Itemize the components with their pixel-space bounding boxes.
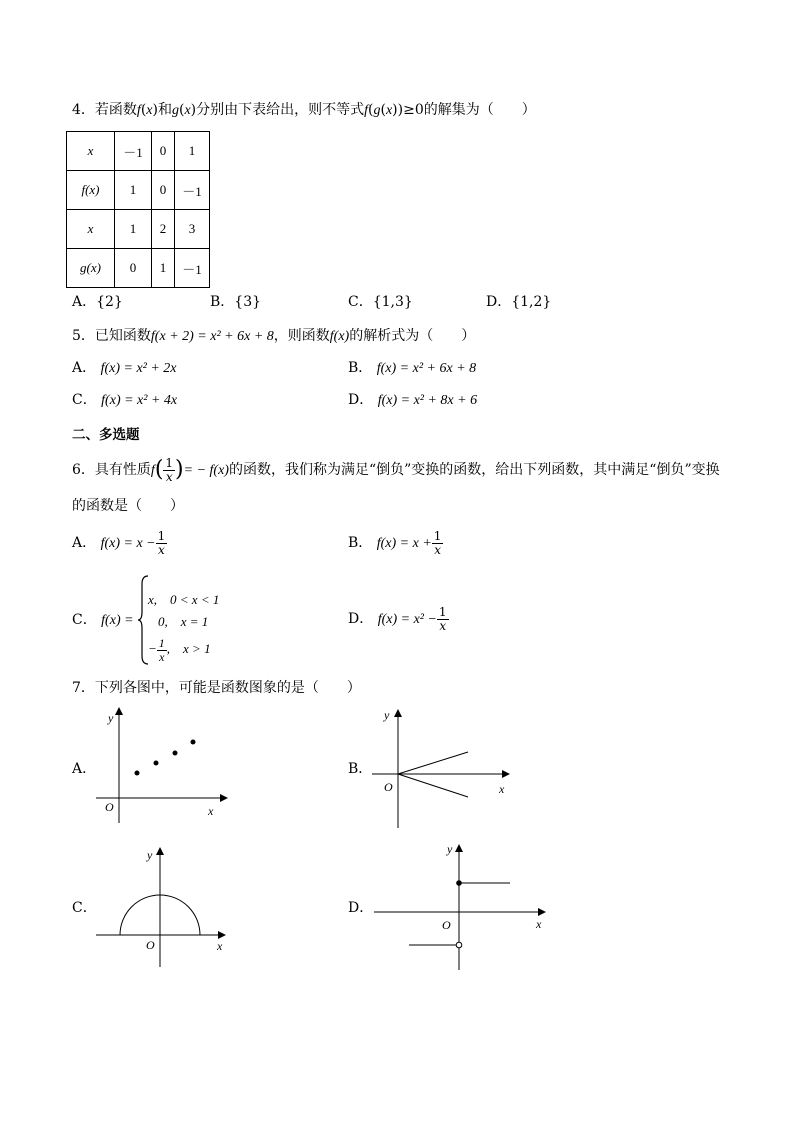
q4-value-table [66, 131, 210, 288]
x-axis-label: x [536, 917, 542, 931]
q4-option-b: B．{3} [210, 294, 262, 310]
q7-option-a-label: A． [72, 761, 97, 777]
q5-option-c: C． f(x) = x² + 4x [72, 392, 178, 408]
q6-option-c-case1: x, 0 < x < 1 [148, 592, 220, 607]
q7-stem: 7．下列各图中，可能是函数图象的是（ ） [72, 680, 361, 696]
q6-option-d: D． f(x) = x² − $\frac{1}{x}$ [348, 604, 447, 633]
q4-option-d: D．{1,2} [486, 294, 552, 310]
x-axis-label: x [217, 939, 223, 953]
origin-label: O [384, 780, 393, 794]
origin-label: O [105, 800, 114, 814]
q7-graph-d [366, 838, 556, 973]
origin-label: O [442, 918, 451, 932]
q7-option-b-label: B． [348, 761, 373, 777]
table-cell: 0 [115, 249, 152, 288]
y-axis-label: y [384, 708, 390, 722]
q6-option-b: B． f(x) = x + $\frac{1}{x}$ [348, 528, 442, 557]
y-axis-label: y [147, 848, 153, 862]
q4-stem: 4．若函数f(x)和g(x)分别由下表给出，则不等式f(g(x))≥0的解集为（ ） [72, 102, 536, 118]
q5-option-b: B． f(x) = x² + 6x + 8 [348, 360, 477, 376]
table-cell: 0 [152, 132, 175, 171]
q6-stem-line1: 6．具有性质f( $\frac{1}{x}$ )= − f(x)的函数，我们称为满足“倒负”变换的函数，给出下列函数，其中满足“倒负”变换 [72, 455, 720, 484]
table-row [67, 171, 210, 210]
origin-label: O [146, 938, 155, 952]
table-cell: －1 [175, 249, 210, 288]
table-cell: 1 [115, 210, 152, 249]
q7-graph-c [90, 843, 240, 968]
table-cell: －1 [175, 171, 210, 210]
table-cell: 3 [175, 210, 210, 249]
q5-stem: 5．已知函数f(x + 2) = x² + 6x + 8，则函数f(x)的解析式为（ ） [72, 328, 476, 344]
q6-option-c-label: C． f(x) = [72, 612, 134, 628]
q6-stem-line2: 的函数是（ ） [72, 498, 184, 514]
table-cell: f(x) [67, 171, 115, 210]
table-cell: 1 [115, 171, 152, 210]
table-cell: 0 [152, 171, 175, 210]
table-cell: －1 [115, 132, 152, 171]
q4-option-a: A．{2} [72, 294, 123, 310]
q5-option-d: D． f(x) = x² + 8x + 6 [348, 392, 478, 408]
q7-option-d-label: D． [348, 900, 374, 916]
y-axis-label: y [108, 711, 114, 725]
x-axis-label: x [499, 782, 505, 796]
table-row [67, 249, 210, 288]
table-row [67, 210, 210, 249]
section-heading: 二、多选题 [72, 427, 140, 443]
q7-option-c-label: C． [72, 900, 97, 916]
table-cell: x [67, 132, 115, 171]
q5-option-a: A． f(x) = x² + 2x [72, 360, 177, 376]
x-axis-label: x [208, 804, 214, 818]
table-cell: 2 [152, 210, 175, 249]
table-cell: 1 [152, 249, 175, 288]
table-cell: 1 [175, 132, 210, 171]
q4-option-c: C．{1,3} [348, 294, 413, 310]
y-axis-label: y [447, 842, 453, 856]
q6-option-c-case3: − $\frac{1}{x}$ , x > 1 [148, 635, 211, 664]
q6-property-fraction: $\frac{1}{x}$ [165, 455, 174, 484]
table-row [67, 132, 210, 171]
q7-graph-a [90, 705, 230, 830]
q6-option-a: A． f(x) = x − $\frac{1}{x}$ [72, 528, 166, 557]
q7-graph-b [366, 705, 516, 830]
table-cell: g(x) [67, 249, 115, 288]
table-cell: x [67, 210, 115, 249]
q6-option-c-case2: 0, x = 1 [158, 614, 209, 629]
